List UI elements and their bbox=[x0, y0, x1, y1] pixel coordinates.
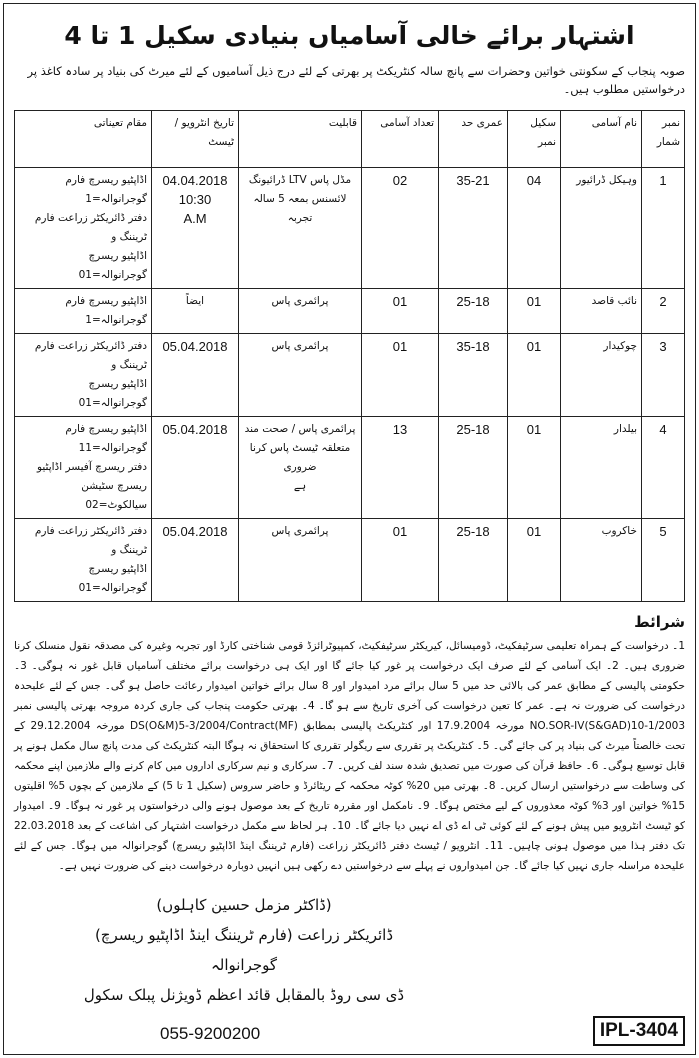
line: دفتر ڈائریکٹر زراعت فارم ٹریننگ و bbox=[34, 212, 147, 243]
cell-scale: 01 bbox=[508, 334, 561, 417]
line: 05.04.2018 bbox=[162, 524, 228, 539]
cell-sr: 3 bbox=[642, 334, 685, 417]
line: سیالکوٹ=02 bbox=[85, 499, 147, 511]
table-row bbox=[15, 289, 685, 334]
cell-scale: 01 bbox=[508, 519, 561, 602]
line: ہے bbox=[293, 480, 307, 492]
cell-post: نائب قاصد bbox=[561, 289, 642, 334]
footer bbox=[14, 1010, 685, 1046]
line: پرائمری پاس bbox=[271, 295, 329, 307]
line: دفتر ڈائریکٹر زراعت فارم ٹریننگ و bbox=[34, 340, 147, 371]
col-age: عمری حد bbox=[439, 111, 508, 168]
line: مڈل پاس LTV ڈرائیونگ bbox=[248, 174, 352, 186]
phone-number: 055-9200200 bbox=[160, 1024, 261, 1043]
cell-post: بیلدار bbox=[561, 417, 642, 519]
cell-qualification bbox=[239, 289, 362, 334]
cell-sr: 5 bbox=[642, 519, 685, 602]
line: A.M bbox=[183, 211, 207, 226]
cell-qualification bbox=[239, 334, 362, 417]
cell-place bbox=[15, 168, 152, 289]
line: اڈاپٹیو ریسرچ فارم گوجرانوالہ=1 bbox=[65, 295, 147, 326]
line: 05.04.2018 bbox=[162, 339, 228, 354]
table-row bbox=[15, 168, 685, 289]
cell-count: 02 bbox=[362, 168, 439, 289]
cell-sr: 4 bbox=[642, 417, 685, 519]
cell-date bbox=[152, 334, 239, 417]
col-count: تعداد آسامی bbox=[362, 111, 439, 168]
cell-place bbox=[15, 334, 152, 417]
cell-post: خاکروب bbox=[561, 519, 642, 602]
line: 10:30 bbox=[178, 192, 212, 207]
cell-age: 25-18 bbox=[439, 417, 508, 519]
table-row bbox=[15, 334, 685, 417]
cell-scale: 01 bbox=[508, 417, 561, 519]
cell-count: 01 bbox=[362, 334, 439, 417]
cell-sr: 1 bbox=[642, 168, 685, 289]
ad-title: اشتہار برائے خالی آسامیاں بنیادی سکیل 1 تا 4 bbox=[64, 21, 635, 50]
table-row bbox=[15, 519, 685, 602]
line: اڈاپٹیو ریسرچ گوجرانوالہ=01 bbox=[78, 378, 147, 409]
cell-age: 25-18 bbox=[439, 289, 508, 334]
cell-date bbox=[152, 289, 239, 334]
cell-qualification bbox=[239, 519, 362, 602]
line: متعلقہ ٹیسٹ پاس کرنا ضروری bbox=[249, 442, 351, 473]
cell-post: چوکیدار bbox=[561, 334, 642, 417]
conditions-heading: شرائط bbox=[634, 613, 685, 631]
table-row bbox=[15, 417, 685, 519]
cell-age: 35-18 bbox=[439, 334, 508, 417]
line: دفتر ریسرچ آفیسر اڈاپٹیو ریسرچ سٹیشن bbox=[36, 461, 147, 492]
conditions-text: 1۔ درخواست کے ہمراہ تعلیمی سرٹیفکیٹ، ڈومیسائل، کیریکٹر سرٹیفکیٹ، کمپیوٹرائزڈ قومی شناختی کارڈ اور تجربہ وغیرہ کی مصدقہ نقول منسلک کرنا ضروری ہیں۔ 2۔ ایک آسامی کے لئے صرف ایک درخواست پر غور کیا جائے گا اور ایک ہی درخواست برائے مختلف آسامیاں قابل غور نہ ہوگی۔ 3۔ حکومتی پالیسی کے مطابق عمر کی بالائی حد میں 5 سال برائے مرد امیدوار اور 8 سال برائے خواتین امیدوار رعائت حاصل ہو گی۔ جس کے لئے علیحدہ درخواست کی ضرورت نہ ہے۔ عمر کا تعین درخواست کی آخری تاریخ سے ہو گا۔ 4۔ بھرتی حکومت پنجاب کی جاری کردہ مروجہ بھرتی پالیسی نمبر NO.SOR-IV(S&GAD)10-1/2003 مورخہ 17.9.2004 اور کنٹریکٹ پالیسی بمطابق DS(O&M)5-3/2004/Contract(MF) مورخہ 29.12.2004 کے تحت خالصتاً میرٹ کی بنیاد پر کی جائے گی۔ 5۔ کنٹریکٹ پر تقرری سے ریگولر تقرری کا استحقاق نہ ہوگا البتہ کنٹریکٹ کی مدت پانچ سال مکمل ہونے پر قابل توسیع ہوگی۔ 6۔ حافظ قرآن کی صورت میں تصدیق شدہ سند لف کریں۔ 7۔ سرکاری و نیم سرکاری اداروں میں کام کرنے والے ملازمین اپنے محکمہ کی وساطت سے درخواستیں ارسال کریں۔ 8۔ بھرتی میں 20% کوٹہ محکمہ کے ریٹائرڈ و حاضر سروس (سکیل 1 تا 5) کے ملازمین کے بچوں 5% اقلیتوں 15% خواتین اور 3% کوٹہ معذوروں کے لیے مختص ہوگا۔ 9۔ نامکمل اور مقررہ تاریخ کے بعد موصول ہونے والی درخواستوں پر غور نہ ہوگا۔ 9۔ امیدوار کو ٹیسٹ انٹرویو میں پیش ہونے کے لئے کوئی ٹی اے ڈی اے نہیں دیا جائے گا۔ 10۔ ہر لحاظ سے مکمل درخواست اشتہار کی اشاعت کے بعد 22.03.2018 تک دفتر ہذا میں موصول ہونی چاہیں۔ 11۔ انٹرویو / ٹیسٹ دفتر ڈائریکٹر زراعت (فارم ٹریننگ اینڈ اڈاپٹیو ریسرچ) گوجرانوالہ میں ہوگا۔ جس کے لئے علیحدہ مراسلہ جاری نہیں کیا جائے گا۔ جن امیدواروں نے پہلے سے درخواستیں دے رکھی ہیں انہیں دوبارہ درخواست دینے کی ضرورت نہیں ہے۔ bbox=[14, 640, 686, 872]
line: 04.04.2018 bbox=[162, 173, 228, 188]
cell-count: 01 bbox=[362, 289, 439, 334]
col-place: مقام تعیناتی bbox=[15, 111, 152, 168]
line: پرائمری پاس bbox=[271, 525, 329, 537]
line: اڈاپٹیو ریسرچ فارم گوجرانوالہ=11 bbox=[65, 423, 147, 454]
line: 05.04.2018 bbox=[162, 422, 228, 437]
cell-date bbox=[152, 519, 239, 602]
line: پرائمری پاس bbox=[271, 340, 329, 352]
cell-sr: 2 bbox=[642, 289, 685, 334]
line: ایضاً bbox=[185, 295, 205, 307]
cell-count: 01 bbox=[362, 519, 439, 602]
cell-scale: 01 bbox=[508, 289, 561, 334]
col-scale: سکیل نمبر bbox=[508, 111, 561, 168]
vacancies-table bbox=[14, 110, 685, 602]
signatory-address: ڈی سی روڈ بالمقابل قائد اعظم ڈویژنل پبلک سکول bbox=[83, 986, 405, 1004]
ad-code: IPL-3404 bbox=[593, 1016, 685, 1046]
cell-place bbox=[15, 417, 152, 519]
signature-block bbox=[64, 890, 424, 1010]
ad-intro: صوبہ پنجاب کے سکونتی خواتین وحضرات سے پانچ سالہ کنٹریکٹ پر بھرتی کے لئے درج ذیل آسامیوں کے لئے میرٹ کی بنیاد پر سادہ کاغذ پر درخواستیں مطلوب ہیں۔ bbox=[27, 64, 685, 96]
line: اڈاپٹیو ریسرچ گوجرانوالہ=01 bbox=[78, 563, 147, 594]
cell-qualification bbox=[239, 168, 362, 289]
col-qualification: قابلیت bbox=[239, 111, 362, 168]
col-sr: نمبر شمار bbox=[642, 111, 685, 168]
table-header bbox=[15, 111, 685, 168]
col-date: تاریخ انٹرویو / ٹیسٹ bbox=[152, 111, 239, 168]
col-post: نام آسامی bbox=[561, 111, 642, 168]
cell-place bbox=[15, 519, 152, 602]
signatory-designation: ڈائریکٹر زراعت (فارم ٹریننگ اینڈ اڈاپٹیو ریسرچ) گوجرانوالہ bbox=[94, 926, 394, 974]
cell-scale: 04 bbox=[508, 168, 561, 289]
cell-post: وہیکل ڈرائیور bbox=[561, 168, 642, 289]
cell-date bbox=[152, 168, 239, 289]
cell-age: 35-21 bbox=[439, 168, 508, 289]
cell-qualification bbox=[239, 417, 362, 519]
line: اڈاپٹیو ریسرچ گوجرانوالہ=01 bbox=[78, 250, 147, 281]
ad-border bbox=[3, 3, 696, 1055]
line: دفتر ڈائریکٹر زراعت فارم ٹریننگ و bbox=[34, 525, 147, 556]
signatory-name: (ڈاکٹر مزمل حسین کاہلوں) bbox=[156, 896, 332, 914]
cell-age: 25-18 bbox=[439, 519, 508, 602]
line: اڈاپٹیو ریسرچ فارم گوجرانوالہ=1 bbox=[65, 174, 147, 205]
line: پرائمری پاس / صحت مند bbox=[244, 423, 356, 435]
line: لائسنس بمعہ 5 سالہ تجربہ bbox=[253, 193, 347, 224]
cell-place bbox=[15, 289, 152, 334]
cell-date bbox=[152, 417, 239, 519]
cell-count: 13 bbox=[362, 417, 439, 519]
